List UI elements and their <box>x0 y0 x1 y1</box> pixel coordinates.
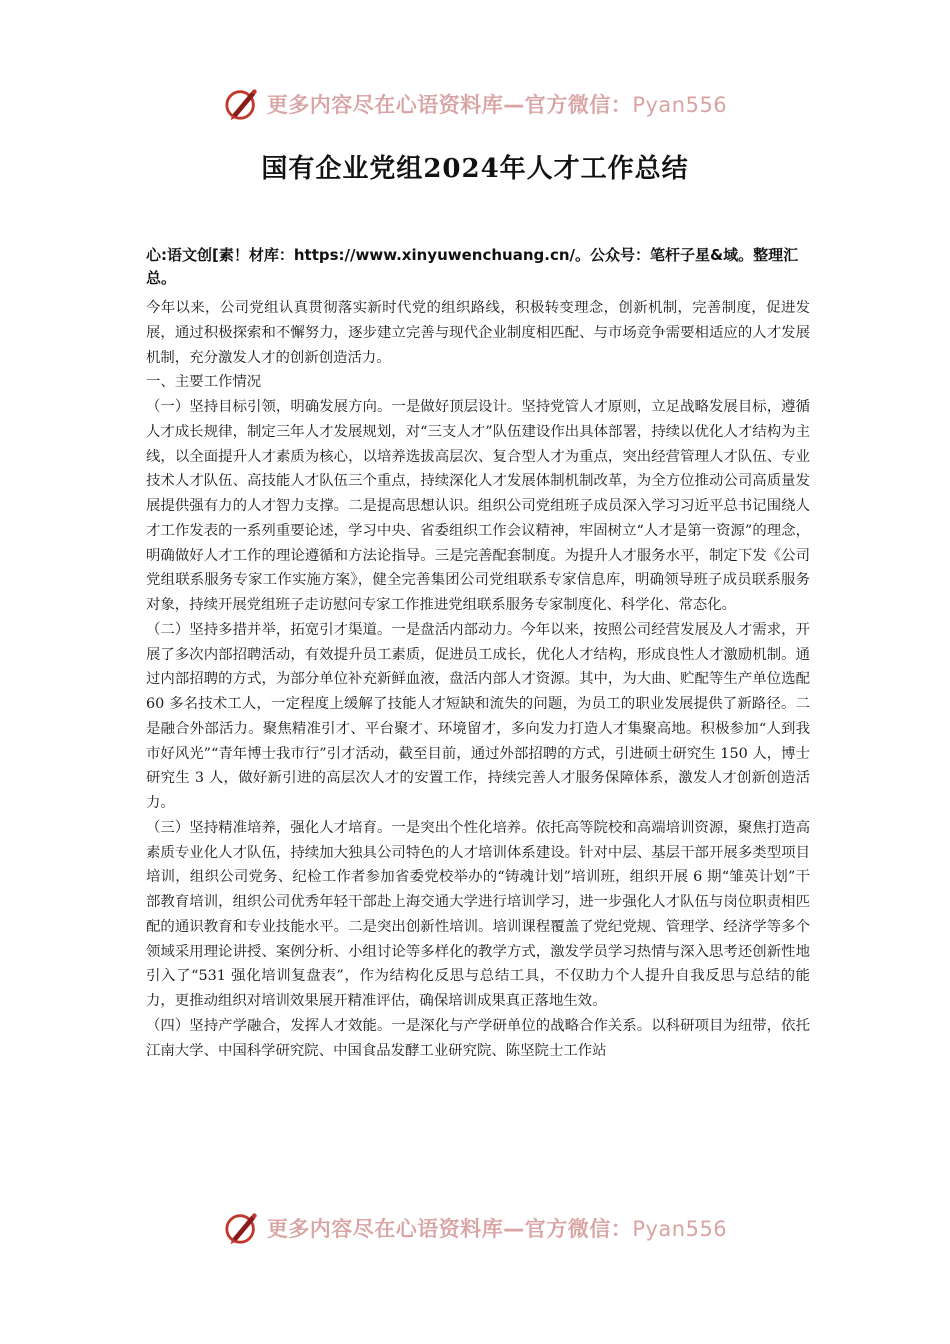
pen-logo-icon <box>223 1210 261 1246</box>
banner-account: Pyan556 <box>632 93 728 117</box>
paragraph-section-2: （二）坚持多措并举，拓宽引才渠道。一是盘活内部动力。今年以来，按照公司经营发展及人才需求，开展了多次内部招聘活动，有效提升员工素质，促进员工成长，优化人才结构，形成良性人才激励机制。通过内部招聘的方式，为部分单位补充新鲜血液，盘活内部人才资源。其中，为大曲、贮配等生产单位选配 60 多名技术工人，一定程度上缓解了技能人才短缺和流失的问题，为员工的职业发展提供了新路径。二是融合外部活力。聚焦精准引才、平台聚才、环境留才，多向发力打造人才集聚高地。积极参加“人到我市好风光”“青年博士我市行”引才活动，截至目前，通过外部招聘的方式，引进硕士研究生 150 人，博士研究生 3 人，做好新引进的高层次人才的安置工作，持续完善人才服务保障体系，激发人才创新创造活力。 <box>146 621 810 811</box>
document-title: 国有企业党组2024年人才工作总结 <box>261 154 689 184</box>
pen-logo-icon <box>223 86 261 122</box>
source-note: 心:语文创[素！材库：https://www.xinyuwenchuang.cn/。公众号：笔杆子星&域。整理汇总。 <box>146 246 799 287</box>
bottom-banner <box>0 1208 950 1248</box>
paragraph-intro: 今年以来，公司党组认真贯彻落实新时代党的组织路线，积极转变理念，创新机制，完善制度，促进发展，通过积极探索和不懈努力，逐步建立完善与现代企业制度相匹配、与市场竞争需要相适应的人才发展机制，充分激发人才的创新创造活力。 <box>146 300 810 366</box>
section-heading: 一、主要工作情况 <box>146 374 262 391</box>
paragraph-section-1: （一）坚持目标引领，明确发展方向。一是做好顶层设计。坚持党管人才原则，立足战略发展目标，遵循人才成长规律，制定三年人才发展规划，对“三支人才”队伍建设作出具体部署，持续以优化人才结构为主线，以全面提升人才素质为核心，以培养选拔高层次、复合型人才为重点，突出经营管理人才队伍、专业技术人才队伍、高技能人才队伍三个重点，持续深化人才发展体制机制改革，为全方位推动公司高质量发展提供强有力的人才智力支撑。二是提高思想认识。组织公司党组班子成员深入学习习近平总书记围绕人才工作发表的一系列重要论述，学习中央、省委组织工作会议精神，牢固树立“人才是第一资源”的理念，明确做好人才工作的理论遵循和方法论指导。三是完善配套制度。为提升人才服务水平，制定下发《公司党组联系服务专家工作实施方案》，健全完善集团公司党组联系专家信息库，明确领导班子成员联系服务对象，持续开展党组班子走访慰问专家工作推进党组联系服务专家制度化、科学化、常态化。 <box>146 399 810 613</box>
top-banner <box>0 84 950 124</box>
paragraph-section-3: （三）坚持精准培养，强化人才培育。一是突出个性化培养。依托高等院校和高端培训资源，聚焦打造高素质专业化人才队伍，持续加大独具公司特色的人才培训体系建设。针对中层、基层干部开展多类型项目培训，组织公司党务、纪检工作者参加省委党校举办的“铸魂计划”培训班，组织开展 6 期“雏英计划”干部教育培训，组织公司优秀年轻干部赴上海交通大学进行培训学习，进一步强化人才队伍与岗位职责相匹配的通识教育和专业技能水平。二是突出创新性培训。培训课程覆盖了党纪党规、管理学、经济学等多个领域采用理论讲授、案例分析、小组讨论等多样化的教学方式，激发学员学习热情与深入思考还创新性地引入了“531 强化培训复盘表”，作为结构化反思与总结工具，不仅助力个人提升自我反思与总结的能力，更推动组织对培训效果展开精准评估，确保培训成果真正落地生效。 <box>146 819 810 1009</box>
document-body <box>146 296 810 1063</box>
banner-text: 更多内容尽在心语资料库—官方微信：Pyan556 <box>266 1217 728 1241</box>
banner-text: 更多内容尽在心语资料库—官方微信：Pyan556 <box>266 93 728 117</box>
banner-account: Pyan556 <box>632 1217 728 1241</box>
paragraph-section-4: （四）坚持产学融合，发挥人才效能。一是深化与产学研单位的战略合作关系。以科研项目为纽带，依托江南大学、中国科学研究院、中国食品发酵工业研究院、陈坚院士工作站 <box>146 1017 810 1059</box>
